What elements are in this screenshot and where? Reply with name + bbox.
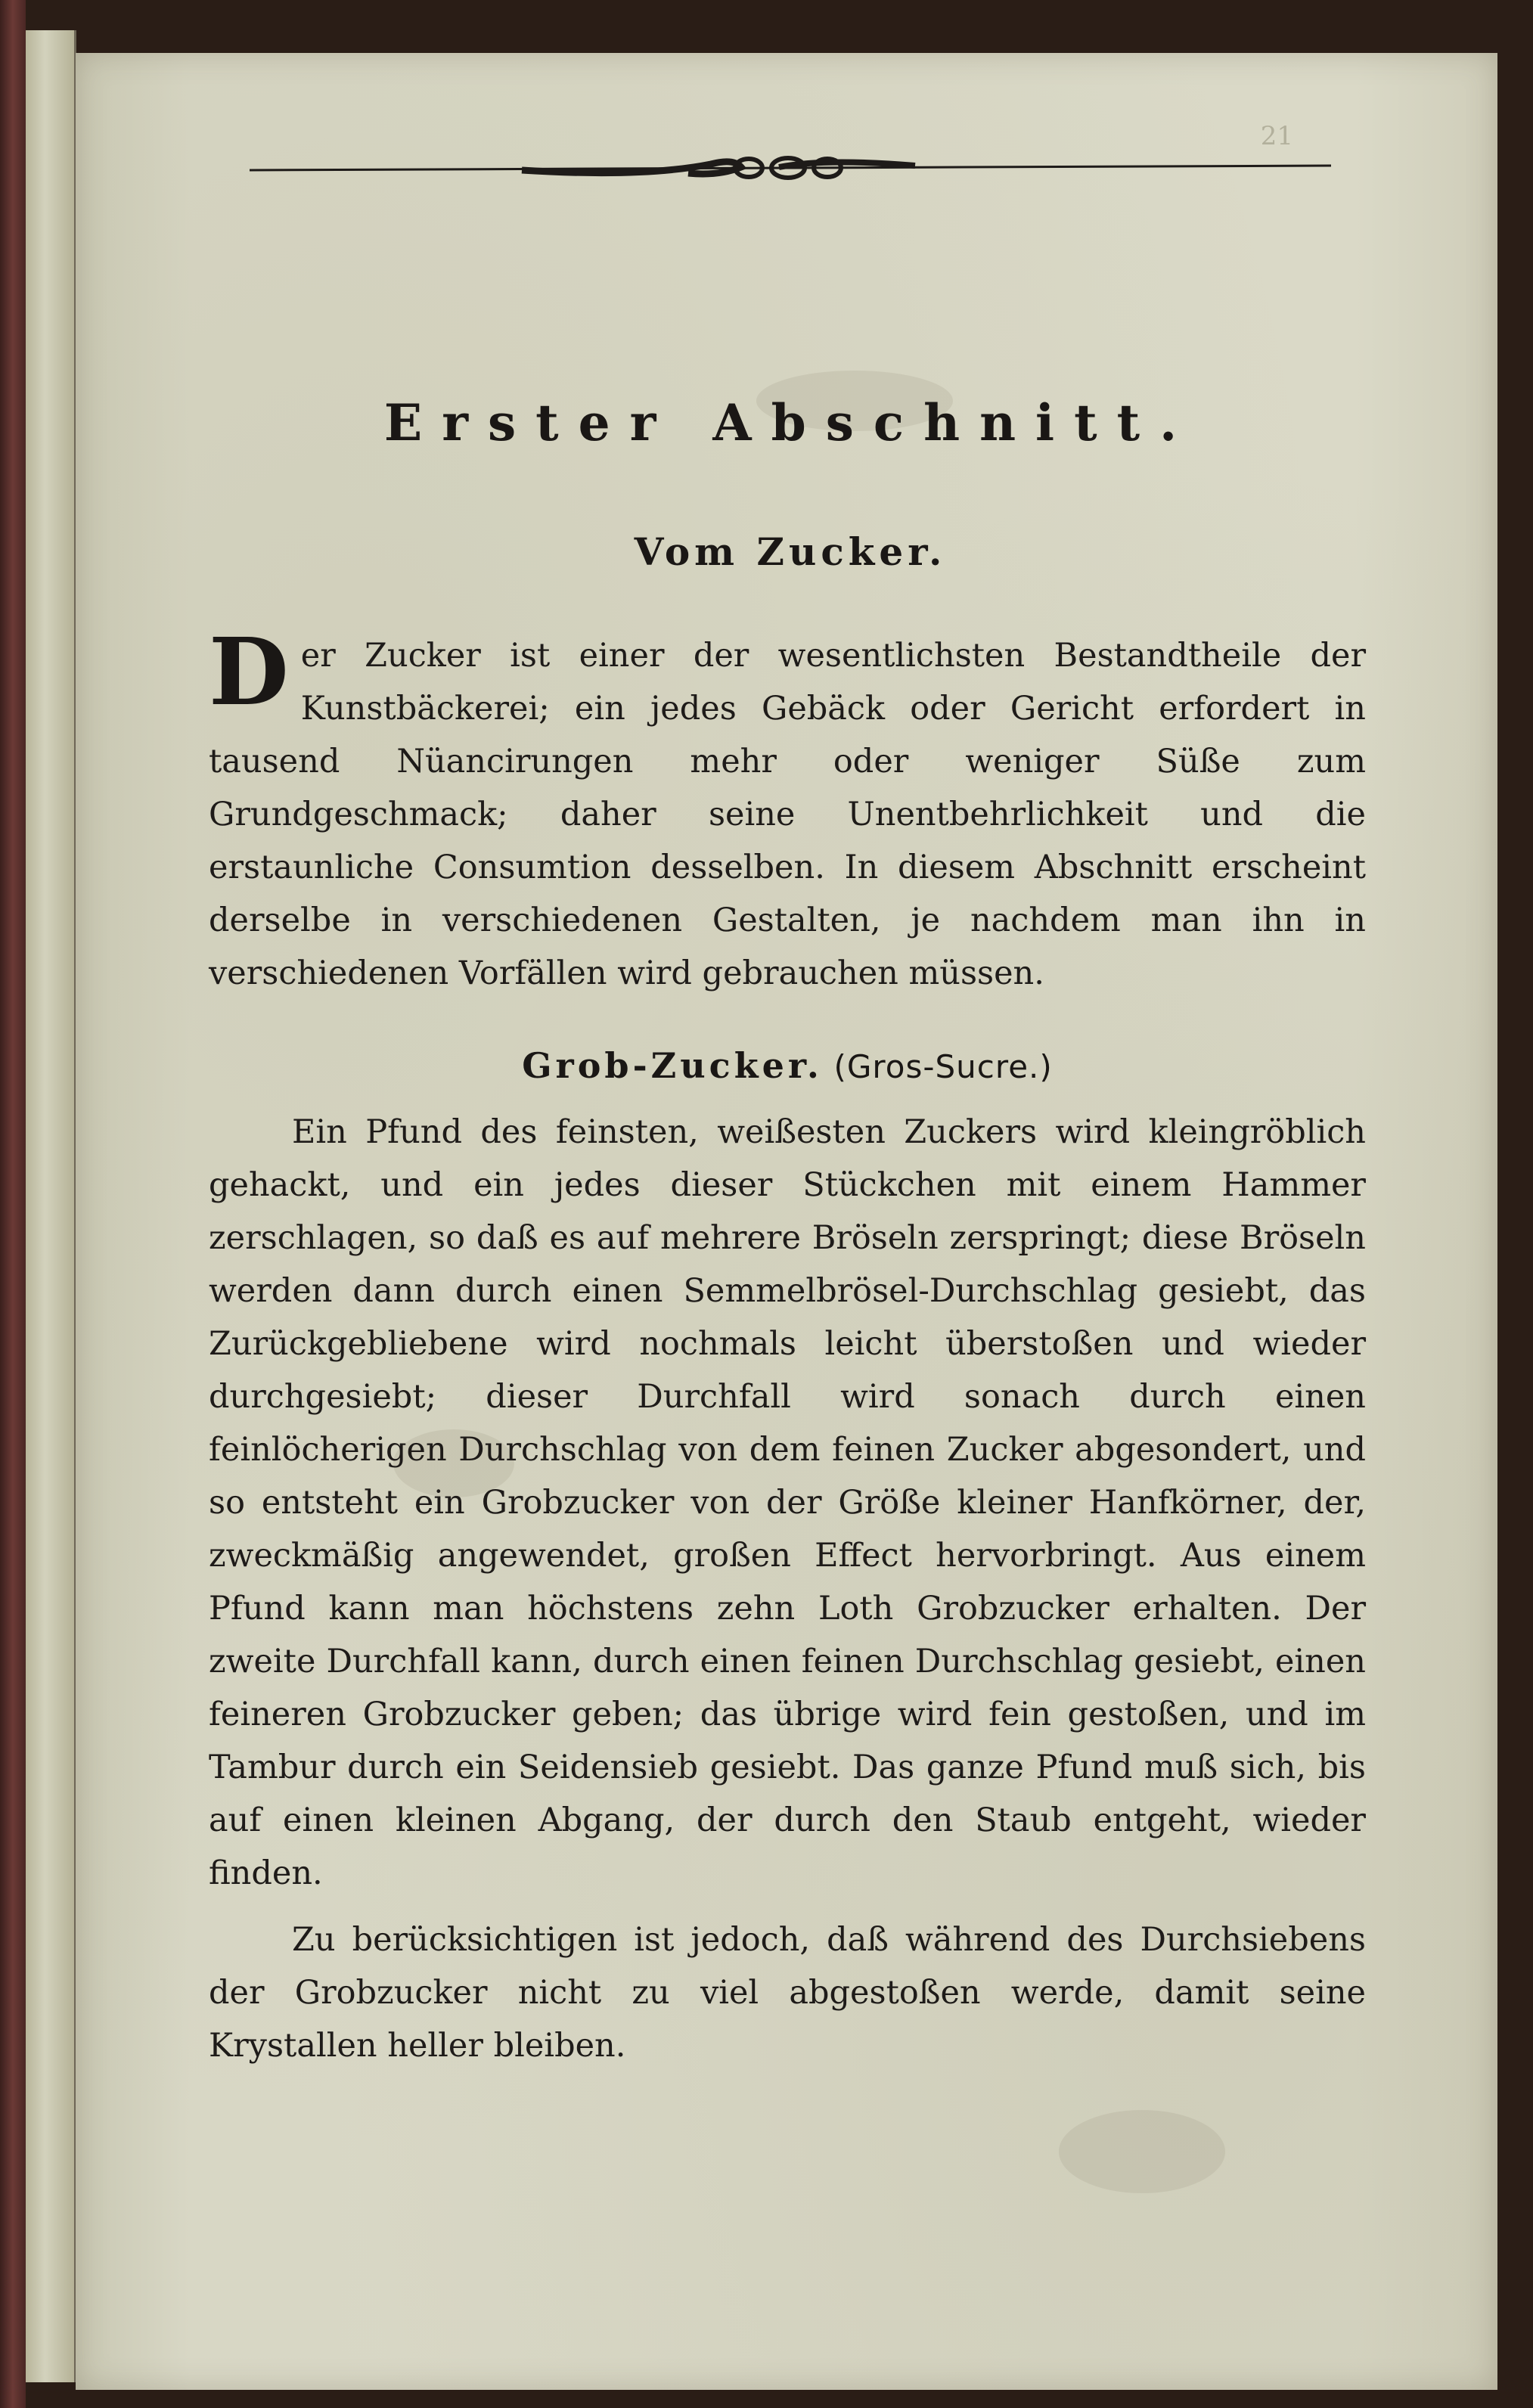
recipe-heading-german: Grob-Zucker. xyxy=(522,1045,823,1086)
section-title: Vom Zucker. xyxy=(634,529,947,574)
recipe-paragraph-2: Zu berücksichtigen ist jedoch, daß während des Durchsiebens der Grobzucker nicht zu viel abgestoßen werde, damit seine Krystallen heller bleiben. xyxy=(209,1921,1366,2065)
page-number: 21 xyxy=(1260,121,1293,151)
recipe-heading xyxy=(209,1045,1366,1086)
previous-page-edge xyxy=(26,30,76,2382)
chapter-title: Erster Abschnitt. xyxy=(383,393,1197,452)
drop-cap: D xyxy=(209,617,289,726)
paper-stain xyxy=(1059,2110,1225,2193)
recipe-heading-french: (Gros-Sucre.) xyxy=(833,1048,1053,1085)
decorative-rule-ornament xyxy=(250,147,1331,187)
book-binding xyxy=(0,0,26,2408)
intro-text: er Zucker ist einer der wesentlichsten Bestandtheile der Kunstbäckerei; ein jedes Gebäck oder Gericht erfordert in tausend Nüancirungen mehr oder weniger Süße zum Grundgeschmack; daher seine Unentbehrlichkeit und die erstaunliche Consumtion desselben. In diesem Abschnitt erscheint derselbe in verschiedenen Gestalten, je nachdem man ihn in verschiedenen Vorfällen wird gebrauchen müssen. xyxy=(209,637,1366,992)
recipe-paragraph-1: Ein Pfund des feinsten, weißesten Zuckers wird kleingröblich gehackt, und ein jedes dieser Stückchen mit einem Hammer zerschlagen, so daß es auf mehrere Bröseln zerspringt; diese Bröseln werden dann durch einen Semmelbrösel-Durchschlag gesiebt, das Zurückgebliebene wird nochmals leicht überstoßen und wieder durchgesiebt; dieser Durchfall wird sonach durch einen feinlöcherigen Durchschlag von dem feinen Zucker abgesondert, und so entsteht ein Grobzucker von der Größe kleiner Hanfkörner, der, zweckmäßig angewendet, großen Effect hervorbringt. Aus einem Pfund kann man höchstens zehn Loth Grobzucker erhalten. Der zweite Durchfall kann, durch einen feinen Durchschlag gesiebt, einen feineren Grobzucker geben; das übrige wird fein gestoßen, und im Tambur durch ein Seidensieb gesiebt. Das ganze Pfund muß sich, bis auf einen kleinen Abgang, der durch den Staub entgeht, wieder finden. xyxy=(209,1113,1366,1892)
intro-paragraph xyxy=(209,617,1366,1000)
